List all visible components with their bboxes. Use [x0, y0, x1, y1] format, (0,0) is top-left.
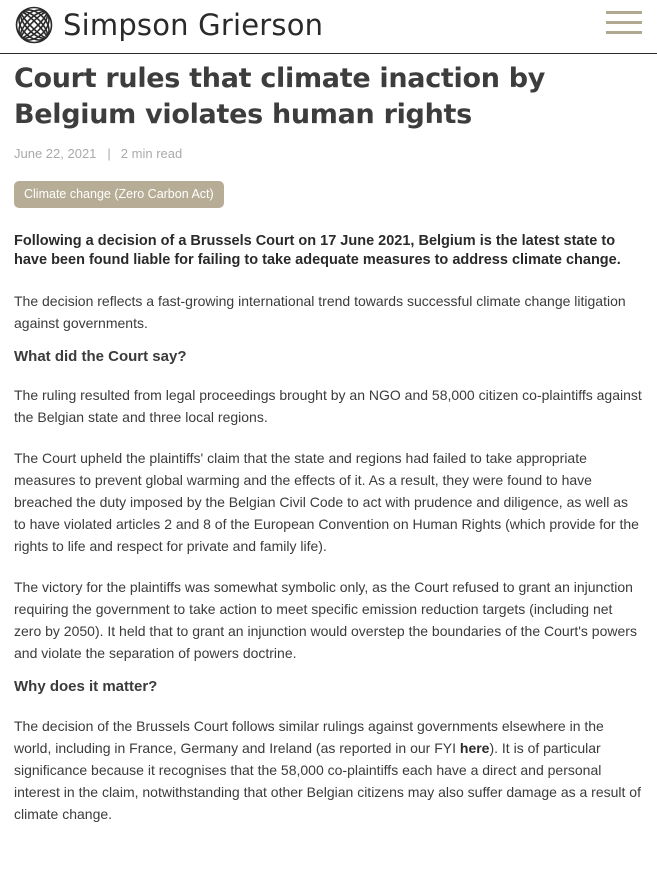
- section-heading: Why does it matter?: [14, 678, 158, 695]
- paragraph-text: The decision of the Brussels Court follows similar rulings against governments elsewhere in the world, including in France, Germany and Ireland (as reported in our FYI: [14, 718, 604, 756]
- site-header: [0, 0, 657, 54]
- paragraph: The Court upheld the plaintiffs' claim that the state and regions had failed to take appropriate measures to prevent global warming and the effects of it. As a result, they were found to have breached the duty imposed by the Belgian Civil Code to act with prudence and diligence, as well as to have violated articles 2 and 8 of the European Convention on Human Rights (which provide for the rights to life and respect for private and family life).: [14, 450, 639, 554]
- site-logo[interactable]: [14, 5, 323, 45]
- paragraph: The decision reflects a fast-growing international trend towards successful climate change litigation against governments.: [14, 293, 626, 331]
- brand-name: Simpson Grierson: [63, 8, 324, 42]
- menu-bar: [606, 11, 642, 14]
- section-heading: What did the Court say?: [14, 348, 187, 365]
- paragraph: The victory for the plaintiffs was somewhat symbolic only, as the Court refused to grant an injunction requiring the government to take action to meet specific emission reduction targets (including net zero by 2050). It held that to grant an injunction would overstep the boundaries of the Court's powers and violate the separation of powers doctrine.: [14, 579, 637, 661]
- meta-separator: |: [107, 146, 111, 161]
- read-time: 2 min read: [120, 146, 183, 161]
- article: [0, 61, 657, 825]
- publish-date: June 22, 2021: [14, 146, 97, 161]
- fyi-link[interactable]: here: [459, 740, 490, 756]
- article-meta: [14, 146, 643, 164]
- globe-mesh-icon: [14, 5, 54, 45]
- article-lead: Following a decision of a Brussels Court on 17 June 2021, Belgium is the latest state to have been found liable for failing to take adequate measures to address climate change.: [14, 233, 621, 268]
- topic-tag[interactable]: Climate change (Zero Carbon Act): [14, 181, 224, 208]
- menu-bar: [606, 21, 642, 24]
- hamburger-menu-icon[interactable]: [606, 11, 642, 39]
- paragraph: The ruling resulted from legal proceedings brought by an NGO and 58,000 citizen co-plaintiffs against the Belgian state and three local regions.: [14, 387, 642, 425]
- article-title: Court rules that climate inaction by Belgium violates human rights: [14, 63, 546, 130]
- paragraph: [14, 715, 643, 825]
- menu-bar: [606, 31, 642, 34]
- paragraph-text: ). It is of particular significance because it recognises that the 58,000 co-plaintiffs each have a direct and personal interest in the claim, notwithstanding that other Belgian citizens may also suffer damage as a result of climate change.: [14, 740, 641, 822]
